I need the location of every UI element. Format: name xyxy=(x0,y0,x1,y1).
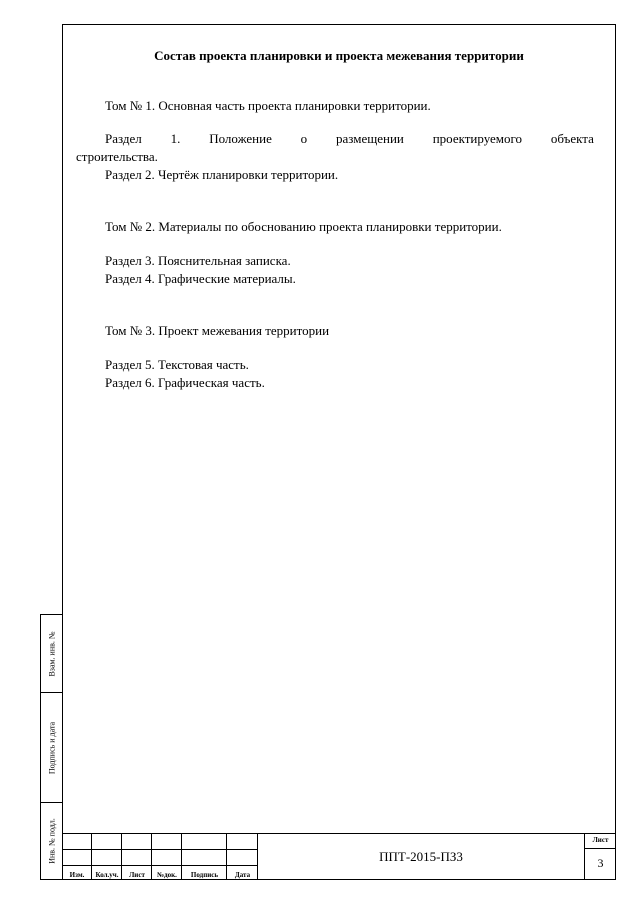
vol3-heading: Том № 3. Проект межевания территории xyxy=(105,323,330,338)
sheet-box xyxy=(584,834,616,880)
stamp-header-list: Лист xyxy=(129,871,145,879)
stamp-row xyxy=(62,865,258,866)
vol1-heading: Том № 1. Основная часть проекта планировки территории. xyxy=(105,98,431,113)
side-stamp-strip xyxy=(40,614,62,880)
title-block-stamp xyxy=(62,833,616,880)
vol1-section2: Раздел 2. Чертёж планировки территории. xyxy=(105,167,339,182)
side-label-inv: Инв. № подл. xyxy=(47,818,56,864)
vol2-section4: Раздел 4. Графические материалы. xyxy=(105,271,296,286)
side-cell-inv xyxy=(41,803,62,879)
side-label-vzam: Взам. инв. № xyxy=(47,630,56,677)
sheet-label: Лист xyxy=(585,836,616,849)
vol2-section3: Раздел 3. Пояснительная записка. xyxy=(105,253,291,268)
word: Раздел xyxy=(105,131,142,146)
word: проектируемого xyxy=(432,131,523,146)
stamp-header-koluch: Кол.уч. xyxy=(95,871,119,879)
document-code: ППТ-2015-ПЗ3 xyxy=(379,849,463,864)
side-cell-vzam xyxy=(41,615,62,693)
vol1-section1-continuation: строительства. xyxy=(76,149,158,164)
vol2-heading: Том № 2. Материалы по обоснованию проекта планировки территории. xyxy=(105,219,502,234)
side-label-podpis: Подпись и дата xyxy=(47,721,56,774)
side-cell-podpis xyxy=(41,693,62,803)
sheet-number: 3 xyxy=(597,856,604,870)
stamp-header-data: Дата xyxy=(234,871,251,879)
word: 1. xyxy=(170,131,181,146)
stamp-header-ndok: №док. xyxy=(157,871,177,879)
page-title: Состав проекта планировки и проекта межевания территории xyxy=(154,48,524,63)
vol3-section5: Раздел 5. Текстовая часть. xyxy=(105,357,249,372)
word: о xyxy=(300,131,308,146)
word: объекта xyxy=(550,131,594,146)
stamp-row xyxy=(62,849,258,850)
vol1-section1-line xyxy=(105,131,594,147)
stamp-header-izm: Изм. xyxy=(69,871,85,879)
stamp-header-podpis: Подпись xyxy=(190,871,219,879)
stamp-grid xyxy=(62,834,258,880)
word: Положение xyxy=(209,131,272,146)
vol3-section6: Раздел 6. Графическая часть. xyxy=(105,375,265,390)
word: размещении xyxy=(336,131,404,146)
